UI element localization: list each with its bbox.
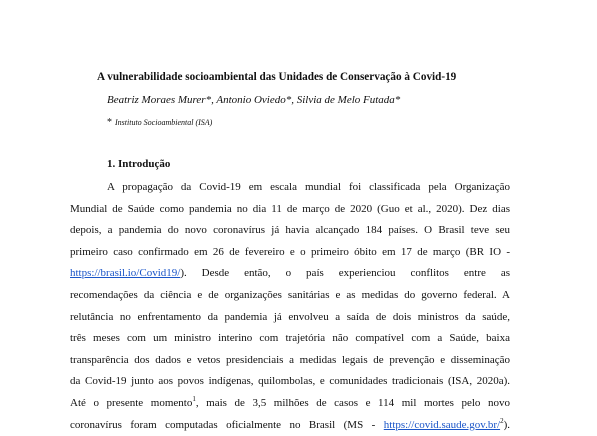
affiliation-marker: *	[107, 117, 112, 128]
paragraph-line: recomendações da ciência e de organizações sanitárias e as medidas do governo federal. A	[70, 288, 510, 301]
paragraph-line: relutância no enfrentamento da pandemia já envolveu a saída de dois ministros da saúde,	[70, 310, 510, 323]
paper-title: A vulnerabilidade socioambiental das Unidades de Conservação à Covid-19	[97, 71, 457, 83]
covid-saude-link[interactable]: https://covid.saude.gov.br/	[383, 418, 501, 431]
brasil-io-link[interactable]: https://brasil.io/Covid19/	[70, 267, 181, 280]
affiliation-text: Instituto Socioambiental (ISA)	[115, 118, 213, 127]
body-paragraph	[70, 177, 510, 436]
paragraph-line: A propagação da Covid-19 em escala mundial foi classificada pela Organização	[107, 181, 510, 193]
affiliation	[107, 117, 212, 128]
paragraph-line: transparência dos dados e vetos presidenciais a medidas legais de prevenção e disseminação	[70, 353, 510, 366]
section-heading: 1. Introdução	[107, 158, 171, 170]
paragraph-line: primeiro caso confirmado em 26 de fevereiro e o primeiro óbito em 17 de março (BR IO -	[70, 245, 510, 258]
paragraph-line: três meses com um ministro interino com trajetória não compatível com a Saúde, baixa	[70, 332, 510, 345]
paragraph-line: coronavírus foram computadas oficialmente no Brasil (MS - https://covid.saude.gov.br/$^2$).	[70, 416, 510, 431]
paragraph-line: da Covid-19 junto aos povos indígenas, quilombolas, e comunidades tradicionais (ISA, 2020a).	[70, 375, 510, 388]
paragraph-line: depois, a pandemia do novo coronavírus já havia alcançado 184 países. O Brasil teve seu	[70, 224, 510, 237]
footnote-ref[interactable]: 2	[500, 416, 504, 425]
paragraph-line: Mundial de Saúde como pandemia no dia 11 de março de 2020 (Guo et al., 2020). Dez dias	[70, 202, 510, 215]
author-list: Beatriz Moraes Murer*, Antonio Oviedo*, Silvia de Melo Futada*	[107, 94, 401, 106]
paragraph-line: Até o presente momento$^1$, mais de 3,5 milhões de casos e 114 mil mortes pelo novo	[70, 394, 510, 409]
paragraph-line: https://brasil.io/Covid19/). Desde então, o país experienciou conflitos entre as	[70, 267, 510, 280]
footnote-ref[interactable]: 1	[192, 394, 196, 403]
